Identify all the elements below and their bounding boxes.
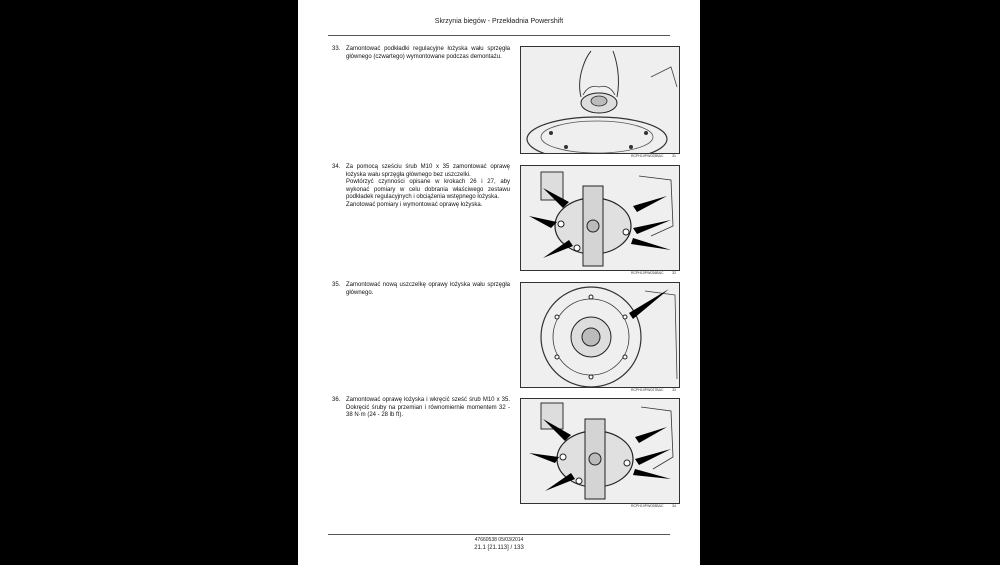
step-number: 34. [332,164,341,170]
figure-code: RCPH10PW026BAC [631,271,664,275]
footer-rule [328,534,670,535]
step-number: 36. [332,397,341,403]
figure-number: 31 [672,154,676,158]
figure-32 [520,165,680,271]
step-text: Zamontować podkładki regulacyjne łożyska wału sprzęgła głównego (czwartego) wymontowane podczas demontażu. [346,46,510,60]
bearing-housing-arrows-illustration [521,166,679,270]
figure-31 [520,46,680,154]
figure-number: 34 [672,504,676,508]
step-text: Za pomocą sześciu śrub M10 x 35 zamontować oprawę łożyska wału sprzęgła głównego bez uszczelki. [346,164,510,178]
step-text: Zanotować pomiary i wymontować oprawę łożyska. [346,201,483,208]
figure-34 [520,398,680,504]
document-page [298,0,700,565]
step-number: 33. [332,46,341,52]
figure-code: RCPH10PW028BAC [631,504,664,508]
figure-code: RCPH10PW027BAC [631,388,664,392]
gasket-illustration [521,283,679,387]
step-text: Zamontować oprawę łożyska i wkręcić sześć śrub M10 x 35. Dokręcić śruby na przemian i równomiernie momentem 32 - 38 N·m (24 - 28 lb ft). [346,397,510,419]
figure-number: 32 [672,271,676,275]
figure-code: RCPH10PW025BAC [631,154,664,158]
step-text: Zamontować nową uszczelkę oprawy łożyska wału sprzęgła głównego. [346,282,510,296]
bolt-tightening-illustration [521,399,679,503]
step-text: Powtórzyć czynności opisane w krokach 26 i 27, aby wykonać pomiary w celu dobrania właściwego zestawu podkładek regulacyjnych i obciążenia wstępnego łożyska. [346,179,510,201]
figure-33 [520,282,680,388]
page-reference: 21.1 [21.113] / 133 [474,545,524,551]
page-header: Skrzynia biegów - Przekładnia Powershift [434,18,564,25]
bearing-shims-illustration [521,47,679,153]
header-rule [328,35,670,36]
figure-number: 33 [672,388,676,392]
document-reference: 47660538 05/03/2014 [474,537,524,543]
step-number: 35. [332,282,341,288]
